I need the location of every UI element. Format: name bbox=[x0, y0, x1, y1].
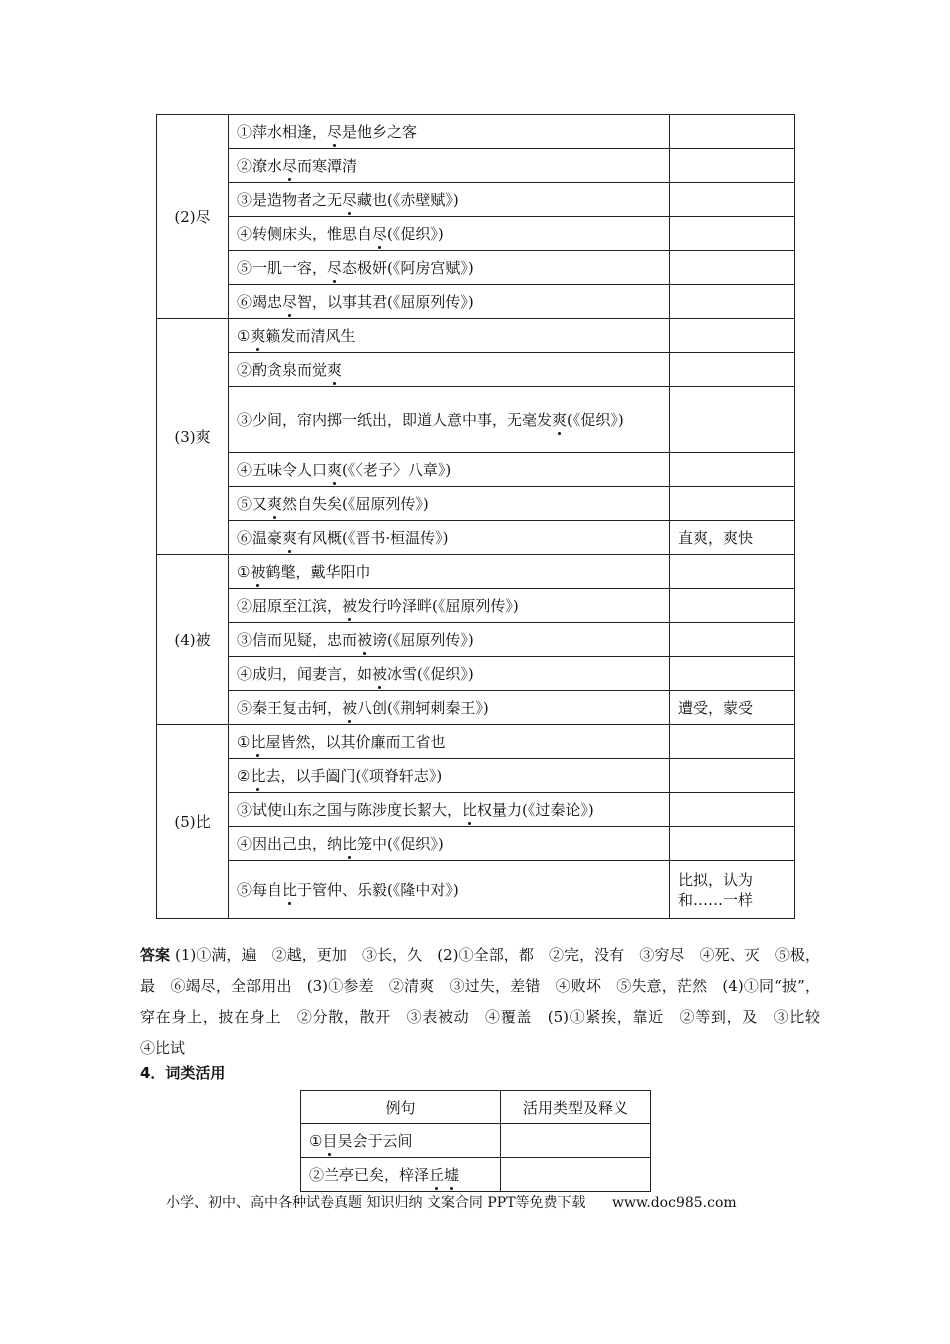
sentence-cell bbox=[301, 1158, 501, 1192]
sentence-text: 而寒潭清 bbox=[297, 156, 358, 175]
sentence-text: ⑤又 bbox=[237, 494, 268, 513]
page-footer bbox=[166, 1192, 806, 1212]
answer-cell bbox=[670, 319, 795, 353]
sentence-text: 吴会于云间 bbox=[337, 1132, 413, 1150]
header-example: 例句 bbox=[301, 1091, 501, 1124]
emphasized-char: 被 bbox=[342, 596, 358, 615]
sentence-text: 是他乡之客 bbox=[342, 122, 418, 141]
answer-cell bbox=[670, 115, 795, 149]
sentence-text: 态极妍(《阿房宫赋》) bbox=[342, 258, 474, 277]
sentence-text: ⑥温豪 bbox=[237, 528, 283, 547]
table-row bbox=[157, 149, 795, 183]
sentence-cell bbox=[229, 555, 670, 589]
emphasized-char: 爽 bbox=[282, 528, 298, 547]
emphasized-char: 丘 bbox=[429, 1166, 445, 1184]
emphasized-char: 爽 bbox=[327, 360, 343, 379]
sentence-cell bbox=[229, 217, 670, 251]
sentence-text: ④成归，闻妻言，如 bbox=[237, 664, 373, 683]
sentence-text: 有风概(《晋书·桓温传》) bbox=[297, 528, 449, 547]
word-cell: (2)尽 bbox=[157, 115, 229, 319]
table-row bbox=[157, 487, 795, 521]
sentence-text: ①萍水相逢， bbox=[237, 122, 328, 141]
answer-text: (1)①满，遍 ②越，更加 ③长，久 (2)①全部，都 ②完，没有 ③穷尽 ④死、灭 ⑤极，最 ⑥竭尽，全部用出 (3)①参差 ②清爽 ③过失，差错 ④败坏 ⑤失意，茫然 (4)①同“披”，穿在身上，披在身上 ②分散，散开 ③表被动 ④覆盖 (5)①紧挨，靠近 ②等到，及 ③比较 ④比试 bbox=[140, 946, 836, 1057]
emphasized-char: 尽 bbox=[327, 258, 343, 277]
usage-table-header bbox=[301, 1091, 651, 1124]
answer-cell: 比拟，认为和……一样 bbox=[670, 861, 795, 919]
emphasized-char: 尽 bbox=[282, 292, 298, 311]
sentence-cell bbox=[229, 589, 670, 623]
table-row bbox=[157, 217, 795, 251]
word-cell: (3)爽 bbox=[157, 319, 229, 555]
table-row bbox=[157, 623, 795, 657]
table-row bbox=[157, 725, 795, 759]
emphasized-char: 比 bbox=[462, 800, 478, 819]
sentence-text: 籁发而清风生 bbox=[265, 326, 356, 345]
header-usage-type: 活用类型及释义 bbox=[501, 1091, 651, 1124]
sentence-text: 笼中(《促织》) bbox=[357, 834, 444, 853]
answer-cell bbox=[501, 1124, 651, 1158]
sentence-text: ④五味令人口 bbox=[237, 460, 328, 479]
emphasized-char: 比 bbox=[282, 880, 298, 899]
answer-cell bbox=[670, 353, 795, 387]
sentence-text: (《促织》) bbox=[567, 410, 624, 429]
answer-cell bbox=[670, 183, 795, 217]
sentence-cell bbox=[229, 115, 670, 149]
word-cell: (4)被 bbox=[157, 555, 229, 725]
answer-cell bbox=[670, 149, 795, 183]
sentence-cell bbox=[229, 861, 670, 919]
answer-cell bbox=[670, 285, 795, 319]
sentence-text: ① bbox=[237, 732, 251, 751]
table-row bbox=[157, 759, 795, 793]
sentence-cell bbox=[229, 623, 670, 657]
answer-cell bbox=[670, 217, 795, 251]
sentence-text: ②屈原至江滨， bbox=[237, 596, 343, 615]
table-row bbox=[157, 387, 795, 453]
emphasized-char: 被 bbox=[342, 698, 358, 717]
sentence-text: ②兰亭已矣，梓泽 bbox=[309, 1166, 430, 1184]
sentence-text: 谤(《屈原列传》) bbox=[372, 630, 474, 649]
section-heading: 4．词类活用 bbox=[140, 1064, 226, 1082]
answer-cell: 直爽，爽快 bbox=[670, 521, 795, 555]
answer-cell bbox=[670, 827, 795, 861]
answer-cell bbox=[670, 623, 795, 657]
table-row bbox=[157, 861, 795, 919]
answer-cell bbox=[670, 793, 795, 827]
emphasized-char: 爽 bbox=[250, 326, 266, 345]
usage-table-body bbox=[301, 1124, 651, 1192]
sentence-text: 去，以手阖门(《项脊轩志》) bbox=[265, 766, 443, 785]
sentence-text: 发行吟泽畔(《屈原列传》) bbox=[357, 596, 519, 615]
sentence-text: 冰雪(《促织》) bbox=[387, 664, 474, 683]
table-row bbox=[157, 657, 795, 691]
sentence-cell bbox=[229, 149, 670, 183]
answer-cell bbox=[670, 725, 795, 759]
emphasized-char: 被 bbox=[250, 562, 266, 581]
sentence-cell bbox=[301, 1124, 501, 1158]
word-cell: (5)比 bbox=[157, 725, 229, 919]
sentence-text: ④转侧床头，惟思自 bbox=[237, 224, 373, 243]
emphasized-char: 爽 bbox=[327, 460, 343, 479]
sentence-text: ⑤一肌一容， bbox=[237, 258, 328, 277]
polysemy-table-body bbox=[157, 115, 795, 919]
table-row bbox=[157, 521, 795, 555]
footer-text: 小学、初中、高中各种试卷真题 知识归纳 文案合同 PPT等免费下载 bbox=[166, 1195, 586, 1211]
emphasized-char: 尽 bbox=[372, 224, 388, 243]
sentence-text: (《促织》) bbox=[387, 224, 444, 243]
sentence-text: ② bbox=[237, 766, 251, 785]
sentence-cell bbox=[229, 319, 670, 353]
sentence-cell bbox=[229, 657, 670, 691]
answer-label: 答案 bbox=[140, 946, 171, 964]
answer-cell bbox=[670, 555, 795, 589]
sentence-cell bbox=[229, 759, 670, 793]
sentence-cell bbox=[229, 487, 670, 521]
sentence-text: ②潦水 bbox=[237, 156, 283, 175]
emphasized-char: 目 bbox=[322, 1132, 338, 1150]
emphasized-char: 比 bbox=[342, 834, 358, 853]
answer-cell bbox=[670, 251, 795, 285]
table-row bbox=[157, 251, 795, 285]
sentence-cell bbox=[229, 353, 670, 387]
emphasized-char: 墟 bbox=[444, 1166, 460, 1184]
sentence-text: ① bbox=[309, 1132, 323, 1150]
emphasized-char: 爽 bbox=[267, 494, 283, 513]
footer-url[interactable]: www.doc985.com bbox=[611, 1195, 737, 1211]
sentence-cell bbox=[229, 827, 670, 861]
answer-block bbox=[140, 940, 836, 1064]
answer-cell bbox=[670, 657, 795, 691]
sentence-cell bbox=[229, 285, 670, 319]
table-row bbox=[157, 555, 795, 589]
sentence-text: ⑤秦王复击轲， bbox=[237, 698, 343, 717]
sentence-cell bbox=[229, 387, 670, 453]
sentence-text: (《〈老子〉八章》) bbox=[342, 460, 452, 479]
sentence-text: 鹤氅，戴华阳巾 bbox=[265, 562, 371, 581]
table-row bbox=[157, 793, 795, 827]
sentence-cell bbox=[229, 725, 670, 759]
sentence-text: 藏也(《赤壁赋》) bbox=[357, 190, 459, 209]
emphasized-char: 被 bbox=[372, 664, 388, 683]
sentence-text: ① bbox=[237, 326, 251, 345]
answer-cell bbox=[670, 453, 795, 487]
emphasized-char: 尽 bbox=[342, 190, 358, 209]
sentence-text: 权量力(《过秦论》) bbox=[477, 800, 594, 819]
answer-cell bbox=[670, 487, 795, 521]
emphasized-char: 比 bbox=[250, 766, 266, 785]
answer-cell: 遭受，蒙受 bbox=[670, 691, 795, 725]
sentence-text: ③试使山东之国与陈涉度长絜大， bbox=[237, 800, 463, 819]
table-row bbox=[157, 691, 795, 725]
sentence-text: ⑥竭忠 bbox=[237, 292, 283, 311]
emphasized-char: 比 bbox=[250, 732, 266, 751]
polysemy-table bbox=[156, 114, 795, 919]
table-row bbox=[301, 1124, 651, 1158]
usage-table bbox=[300, 1090, 651, 1192]
emphasized-char: 被 bbox=[357, 630, 373, 649]
sentence-text: 智，以事其君(《屈原列传》) bbox=[297, 292, 474, 311]
table-row bbox=[157, 353, 795, 387]
sentence-text: ⑤每自 bbox=[237, 880, 283, 899]
sentence-cell bbox=[229, 453, 670, 487]
answer-cell bbox=[670, 589, 795, 623]
sentence-cell bbox=[229, 793, 670, 827]
table-row bbox=[157, 183, 795, 217]
sentence-text: 然自失矣(《屈原列传》) bbox=[282, 494, 429, 513]
sentence-text: ④因出己虫，纳 bbox=[237, 834, 343, 853]
emphasized-char: 爽 bbox=[552, 410, 568, 429]
sentence-cell bbox=[229, 691, 670, 725]
emphasized-char: 尽 bbox=[282, 156, 298, 175]
sentence-text: 八创(《荆轲刺秦王》) bbox=[357, 698, 489, 717]
sentence-text: ②酌贪泉而觉 bbox=[237, 360, 328, 379]
sentence-cell bbox=[229, 183, 670, 217]
answer-cell bbox=[670, 759, 795, 793]
sentence-text: ③信而见疑，忠而 bbox=[237, 630, 358, 649]
answer-cell bbox=[501, 1158, 651, 1192]
sentence-text: 于管仲、乐毅(《隆中对》) bbox=[297, 880, 459, 899]
table-row bbox=[157, 285, 795, 319]
table-row bbox=[157, 453, 795, 487]
sentence-text: ③少间，帘内掷一纸出，即道人意中事，无毫发 bbox=[237, 410, 553, 429]
sentence-cell bbox=[229, 521, 670, 555]
table-row bbox=[157, 115, 795, 149]
table-row bbox=[157, 319, 795, 353]
sentence-text: ① bbox=[237, 562, 251, 581]
table-row bbox=[301, 1158, 651, 1192]
answer-cell bbox=[670, 387, 795, 453]
table-row bbox=[157, 827, 795, 861]
sentence-text: ③是造物者之无 bbox=[237, 190, 343, 209]
sentence-cell bbox=[229, 251, 670, 285]
sentence-text: 屋皆然，以其价廉而工省也 bbox=[265, 732, 446, 751]
table-row bbox=[157, 589, 795, 623]
emphasized-char: 尽 bbox=[327, 122, 343, 141]
